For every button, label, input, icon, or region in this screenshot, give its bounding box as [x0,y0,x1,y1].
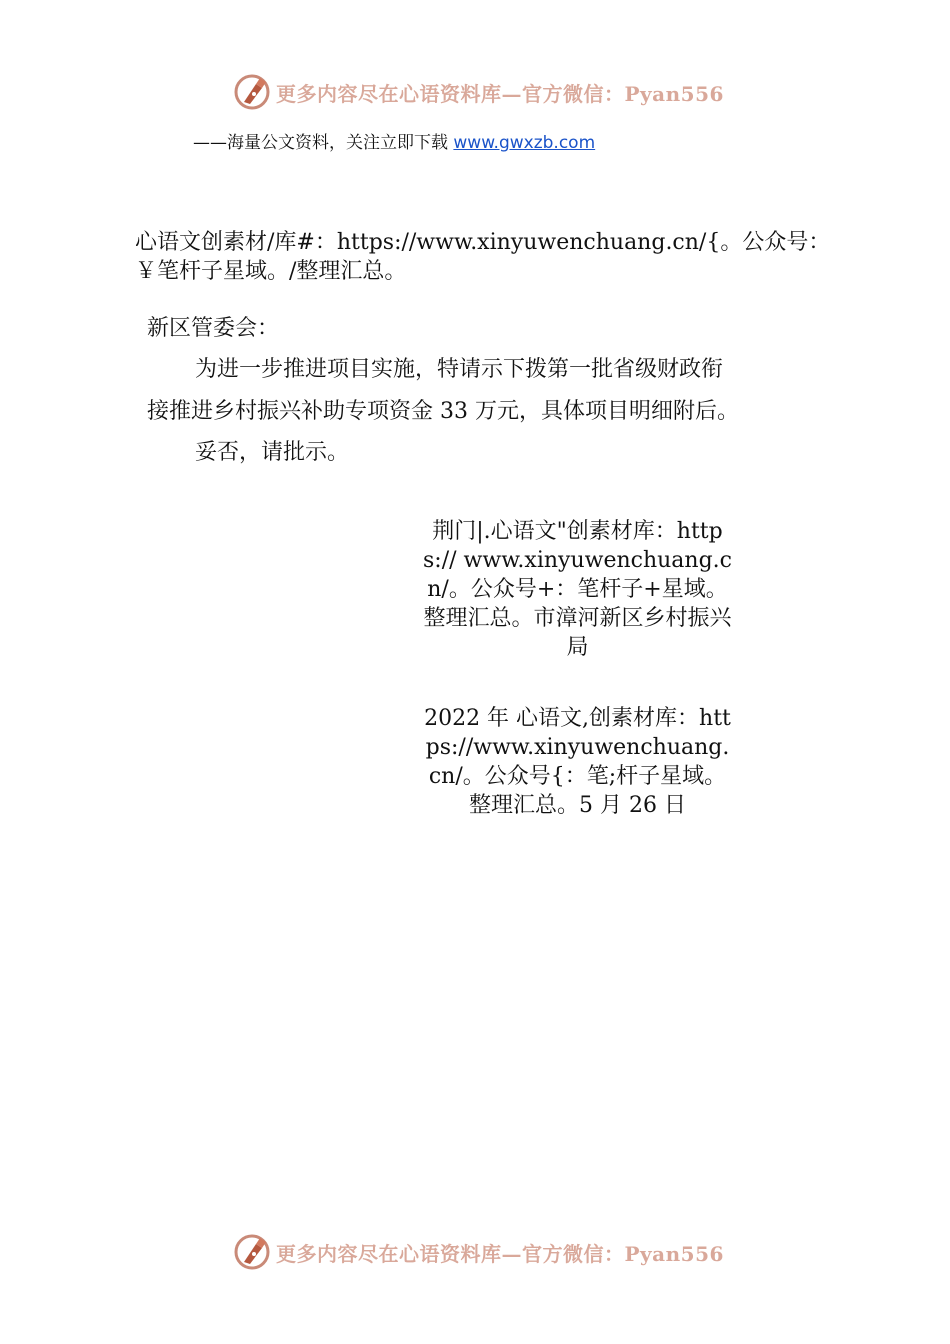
banner-text [276,78,724,107]
subline-text: ——海量公文资料，关注立即下载 [193,133,454,153]
source-watermark-line: 心语文创素材/库#：https://www.xinyuwenchuang.cn/{。公众号：￥笔杆子星域。/整理汇总。 [135,230,831,284]
pen-nib-icon [232,72,272,112]
banner-slogan: 更多内容尽在心语资料库—官方微信： [276,81,625,106]
addressee: 新区管委会： [147,316,280,341]
banner-wechat-id: Pyan556 [624,1241,724,1266]
body-paragraph-line-2: 接推进乡村振兴补助专项资金 33 万元，具体项目明细附后。 [147,399,739,424]
banner-slogan: 更多内容尽在心语资料库—官方微信： [276,1241,625,1266]
download-subline [193,128,595,153]
banner-text [276,1238,724,1267]
signature-date: 2022 年 心语文,创素材库：https://www.xinyuwenchuang.cn/。公众号{：笔;杆子星域。整理汇总。5 月 26 日 [424,706,731,818]
footer-banner [232,1232,724,1272]
header-banner [232,72,724,112]
signature-organization: 荆门|.心语文"创素材库：https:// www.xinyuwenchuang.cn/。公众号+：笔杆子+星域。整理汇总。市漳河新区乡村振兴局 [423,519,732,660]
download-link[interactable]: www.gwxzb.com [453,133,596,153]
banner-wechat-id: Pyan556 [624,81,724,106]
closing-request: 妥否，请批示。 [195,440,350,465]
pen-nib-icon [232,1232,272,1272]
body-paragraph-line-1: 为进一步推进项目实施，特请示下拨第一批省级财政衔 [195,357,724,382]
